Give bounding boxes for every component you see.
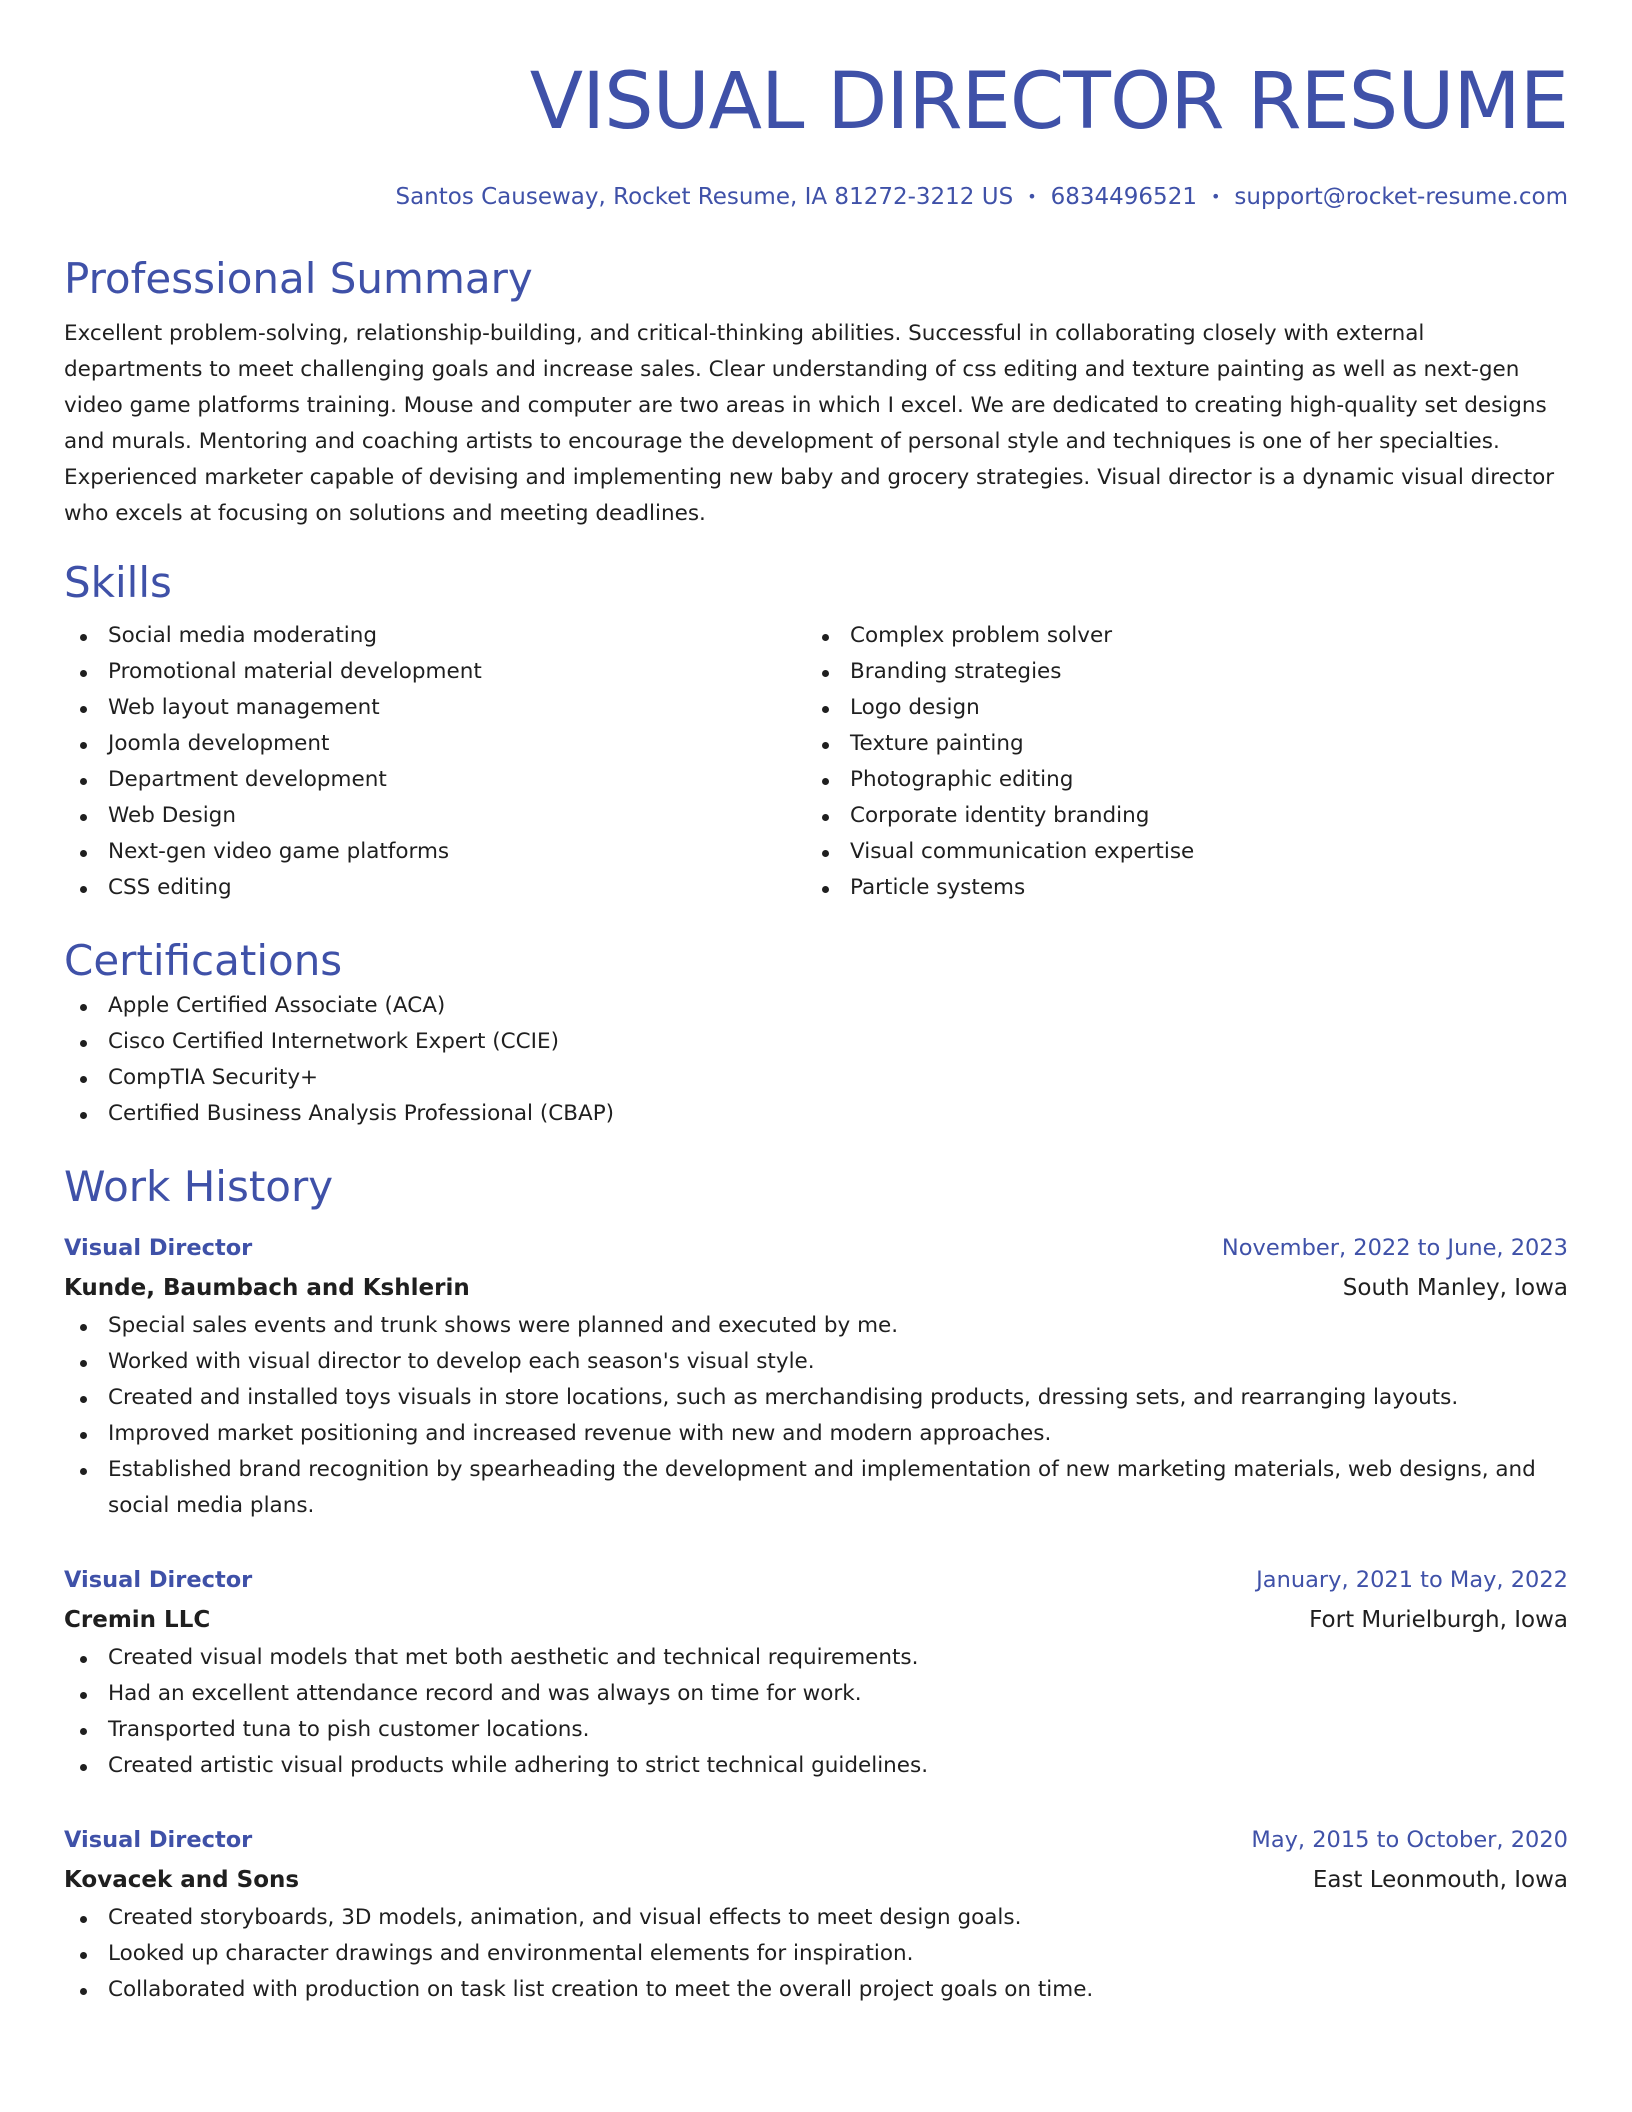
- skill-item: Texture painting: [806, 726, 1548, 762]
- job-entry: [64, 1228, 1568, 1524]
- contact-line: [64, 180, 1568, 214]
- skill-item: Next-gen video game platforms: [64, 834, 806, 870]
- job-title: Visual Director: [64, 1827, 253, 1853]
- job-dates: May, 2015 to October, 2020: [1251, 1827, 1568, 1853]
- work-history-heading: Work History: [64, 1162, 334, 1211]
- bullet-icon: [80, 670, 87, 677]
- skills-grid: [64, 618, 1568, 906]
- skill-item: Particle systems: [806, 870, 1548, 906]
- job-duty-item: Worked with visual director to develop each season's visual style.: [64, 1344, 1568, 1380]
- contact-phone[interactable]: 6834496521: [1050, 184, 1197, 210]
- skills-heading: Skills: [64, 558, 172, 607]
- job-company: Kovacek and Sons: [64, 1867, 300, 1893]
- summary-heading: Professional Summary: [64, 254, 533, 303]
- skill-item: Branding strategies: [806, 654, 1548, 690]
- job-duty-item: Improved market positioning and increased revenue with new and modern approaches.: [64, 1416, 1568, 1452]
- skill-item: Visual communication expertise: [806, 834, 1548, 870]
- bullet-icon: [80, 1112, 87, 1119]
- skill-item: Joomla development: [64, 726, 806, 762]
- bullet-icon: [80, 1324, 87, 1331]
- bullet-icon: [80, 850, 87, 857]
- bullet-icon: [80, 886, 87, 893]
- bullet-icon: [80, 1764, 87, 1771]
- bullet-icon: [80, 1432, 87, 1439]
- job-location: Fort Murielburgh, Iowa: [1309, 1607, 1568, 1633]
- contact-separator: •: [1210, 187, 1221, 206]
- certification-item: Certified Business Analysis Professional (CBAP): [64, 1096, 1568, 1132]
- job-duties: [64, 1308, 1568, 1524]
- job-entry: [64, 1820, 1568, 2008]
- job-company: Kunde, Baumbach and Kshlerin: [64, 1275, 470, 1301]
- job-location: South Manley, Iowa: [1342, 1275, 1568, 1301]
- job-entry: [64, 1560, 1568, 1784]
- bullet-icon: [822, 814, 829, 821]
- bullet-icon: [822, 778, 829, 785]
- skill-item: Complex problem solver: [806, 618, 1548, 654]
- bullet-icon: [80, 634, 87, 641]
- skill-item: Promotional material development: [64, 654, 806, 690]
- job-dates: November, 2022 to June, 2023: [1221, 1235, 1568, 1261]
- bullet-icon: [80, 1360, 87, 1367]
- bullet-icon: [822, 886, 829, 893]
- job-duty-item: Special sales events and trunk shows were planned and executed by me.: [64, 1308, 1568, 1344]
- bullet-icon: [80, 1656, 87, 1663]
- bullet-icon: [80, 1728, 87, 1735]
- job-duties: [64, 1900, 1568, 2008]
- bullet-icon: [80, 1396, 87, 1403]
- job-duty-item: Established brand recognition by spearheading the development and implementation of new marketing materials, web designs, and social media plans.: [64, 1452, 1568, 1524]
- skill-item: Social media moderating: [64, 618, 806, 654]
- bullet-icon: [80, 1040, 87, 1047]
- bullet-icon: [80, 778, 87, 785]
- resume-title: VISUAL DIRECTOR RESUME: [529, 57, 1568, 147]
- contact-address: Santos Causeway, Rocket Resume, IA 81272-3212 US: [395, 184, 1014, 210]
- skill-item: Logo design: [806, 690, 1548, 726]
- resume-header: [64, 0, 1568, 214]
- job-duty-item: Created visual models that met both aesthetic and technical requirements.: [64, 1640, 1568, 1676]
- certifications-heading: Certifications: [64, 936, 343, 985]
- summary-text: Excellent problem-solving, relationship-building, and critical-thinking abilities. Successful in collaborating closely with external departments to meet challenging goals and increase sales. Clear understanding of css editing and texture painting as well as next-gen video game platforms training. Mouse and computer are two areas in which I excel. We are dedicated to creating high-quality set designs and murals. Mentoring and coaching artists to encourage the development of personal style and techniques is one of her specialties. Experienced marketer capable of devising and implementing new baby and grocery strategies. Visual director is a dynamic visual director who excels at focusing on solutions and meeting deadlines.: [64, 321, 1555, 526]
- contact-email[interactable]: support@rocket-resume.com: [1234, 184, 1568, 210]
- job-title: Visual Director: [64, 1567, 253, 1593]
- bullet-icon: [80, 1468, 87, 1475]
- bullet-icon: [80, 742, 87, 749]
- skills-column-left: [64, 618, 806, 906]
- bullet-icon: [80, 1692, 87, 1699]
- bullet-icon: [80, 1952, 87, 1959]
- certification-item: CompTIA Security+: [64, 1060, 1568, 1096]
- job-duty-item: Had an excellent attendance record and was always on time for work.: [64, 1676, 1568, 1712]
- job-dates: January, 2021 to May, 2022: [1256, 1567, 1568, 1593]
- skill-item: Department development: [64, 762, 806, 798]
- skill-item: Web layout management: [64, 690, 806, 726]
- skill-item: Web Design: [64, 798, 806, 834]
- bullet-icon: [80, 1076, 87, 1083]
- job-company: Cremin LLC: [64, 1607, 211, 1633]
- bullet-icon: [80, 1988, 87, 1995]
- skill-item: Corporate identity branding: [806, 798, 1548, 834]
- bullet-icon: [822, 742, 829, 749]
- job-duty-item: Looked up character drawings and environmental elements for inspiration.: [64, 1936, 1568, 1972]
- bullet-icon: [822, 706, 829, 713]
- bullet-icon: [822, 670, 829, 677]
- skills-column-right: [806, 618, 1548, 906]
- certifications-list: [64, 988, 1568, 1132]
- job-duty-item: Collaborated with production on task list creation to meet the overall project goals on time.: [64, 1972, 1568, 2008]
- job-duty-item: Created artistic visual products while adhering to strict technical guidelines.: [64, 1748, 1568, 1784]
- job-duties: [64, 1640, 1568, 1784]
- bullet-icon: [80, 706, 87, 713]
- job-location: East Leonmouth, Iowa: [1312, 1867, 1568, 1893]
- bullet-icon: [80, 1916, 87, 1923]
- skill-item: Photographic editing: [806, 762, 1548, 798]
- bullet-icon: [822, 850, 829, 857]
- bullet-icon: [80, 1004, 87, 1011]
- job-duty-item: Created and installed toys visuals in store locations, such as merchandising products, dressing sets, and rearranging layouts.: [64, 1380, 1568, 1416]
- skill-item: CSS editing: [64, 870, 806, 906]
- bullet-icon: [80, 814, 87, 821]
- certification-item: Cisco Certified Internetwork Expert (CCIE): [64, 1024, 1568, 1060]
- job-title: Visual Director: [64, 1235, 253, 1261]
- bullet-icon: [822, 634, 829, 641]
- contact-separator: •: [1027, 187, 1037, 206]
- job-duty-item: Transported tuna to pish customer locations.: [64, 1712, 1568, 1748]
- certification-item: Apple Certified Associate (ACA): [64, 988, 1568, 1024]
- job-duty-item: Created storyboards, 3D models, animation, and visual effects to meet design goals.: [64, 1900, 1568, 1936]
